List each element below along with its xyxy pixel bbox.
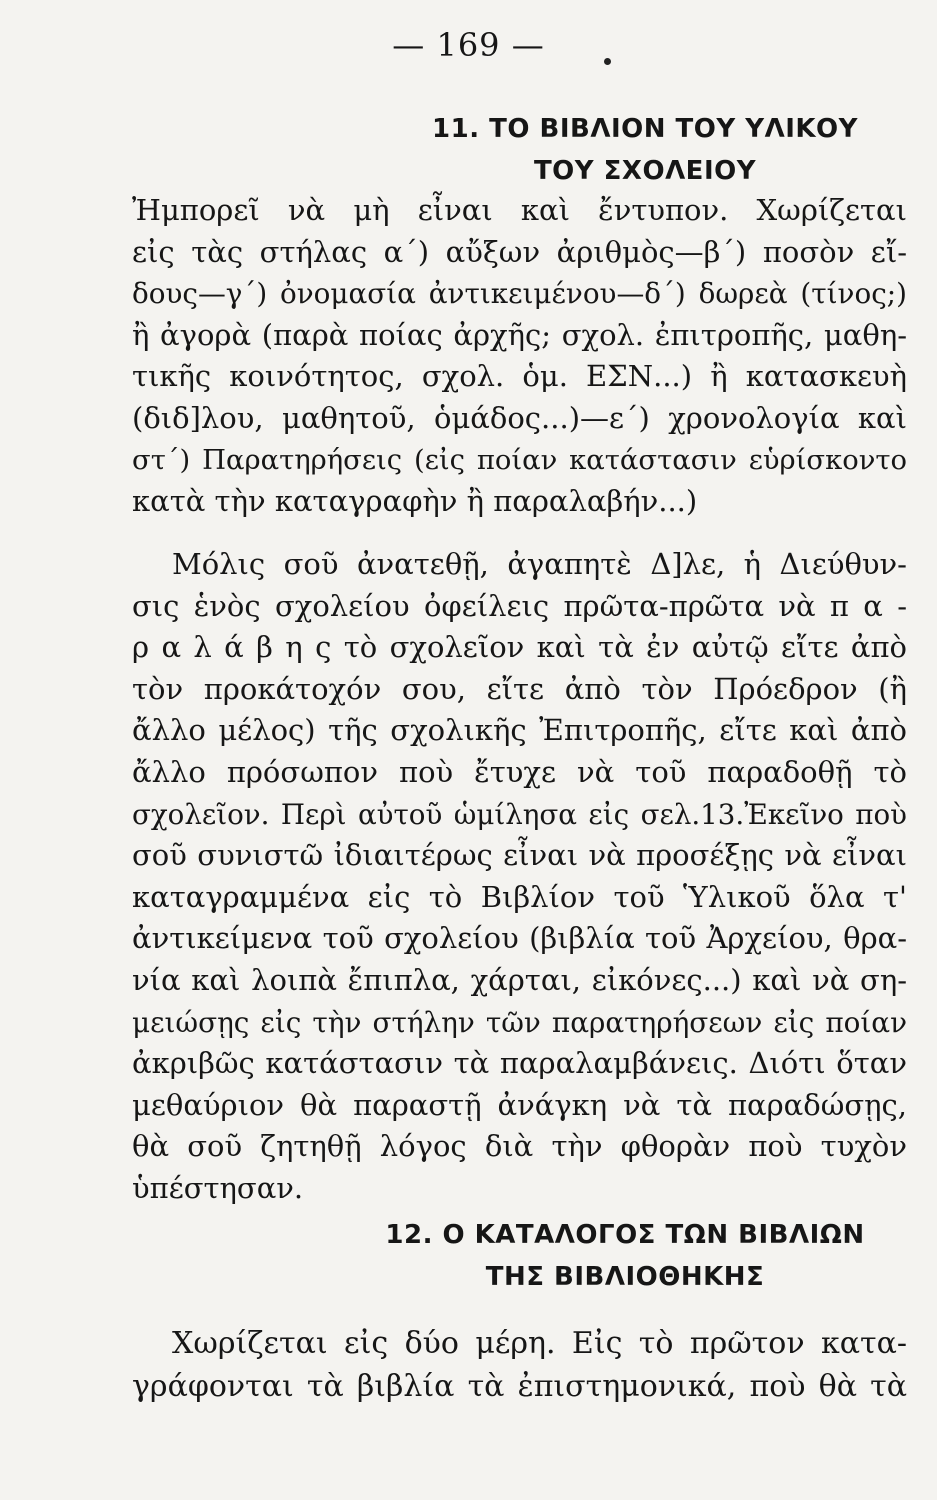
text-line: θὰ σοῦ ζητηθῇ λόγος διὰ τὴν φθορὰν ποὺ τυχὸν — [132, 1129, 907, 1164]
page-number: — 169 — — [392, 26, 545, 64]
heading-line: 11. ΤΟ ΒΙΒΛΙΟΝ ΤΟΥ ΥΛΙΚΟΥ — [432, 114, 858, 144]
text-line: ρ α λ ά β η ς τὸ σχολεῖον καὶ τὰ ἐν αὐτῷ εἴτε ἀπὸ — [132, 630, 907, 665]
text-line: τικῆς κοινότητος, σχολ. ὁμ. ΕΣΝ...) ἢ κατασκευὴ — [132, 359, 907, 394]
paragraph-2 — [132, 544, 907, 1210]
text-line: εἰς τὰς στήλας α΄) αὔξων ἀριθμὸς—β΄) ποσὸν εἴ- — [132, 234, 907, 269]
text-line: δους—γ΄) ὀνομασία ἀντικειμένου—δ΄) δωρεὰ (τίνος;) — [132, 277, 907, 311]
text-line: ἢ ἀγορὰ (παρὰ ποίας ἀρχῆς; σχολ. ἐπιτροπῆς, μαθη- — [132, 317, 907, 352]
text-line: μειώσῃς εἰς τὴν στήλην τῶν παρατηρήσεων εἰς ποίαν — [132, 1005, 907, 1039]
text-line: ἀντικείμενα τοῦ σχολείου (βιβλία τοῦ Ἀρχείου, θρα- — [132, 921, 907, 956]
heading-line: ΤΟΥ ΣΧΟΛΕΙΟΥ — [533, 156, 757, 186]
text-line: τὸν προκάτοχόν σου, εἴτε ἀπὸ τὸν Πρόεδρον (ἢ — [132, 671, 907, 706]
paragraph-1 — [132, 190, 907, 523]
text-line: ἄλλο πρόσωπον ποὺ ἔτυχε νὰ τοῦ παραδοθῇ τὸ — [132, 754, 907, 789]
heading-line: ΤΗΣ ΒΙΒΛΙΟΘΗΚΗΣ — [485, 1262, 765, 1292]
text-line: σις ἑνὸς σχολείου ὀφείλεις πρῶτα-πρῶτα νὰ π α - — [132, 588, 907, 623]
text-line: Ἠμπορεῖ νὰ μὴ εἶναι καὶ ἔντυπον. Χωρίζεται — [132, 193, 907, 227]
text-line: ὑπέστησαν. — [132, 1170, 304, 1205]
text-line: Χωρίζεται εἰς δύο μέρη. Εἰς τὸ πρῶτον κατα- — [172, 1326, 907, 1361]
page-dot — [604, 58, 611, 65]
section-12-heading — [355, 1214, 895, 1298]
text-line: καταγραμμένα εἰς τὸ Βιβλίον τοῦ Ὑλικοῦ ὅλα τ' — [132, 879, 907, 914]
text-line: γράφονται τὰ βιβλία τὰ ἐπιστημονικά, ποὺ θὰ τὰ — [132, 1369, 907, 1404]
section-11-heading — [395, 108, 895, 192]
text-line: μεθαύριον θὰ παραστῇ ἀνάγκη νὰ τὰ παραδώσῃς, — [132, 1087, 907, 1122]
paragraph-3 — [132, 1322, 907, 1408]
text-line: (διδ]λου, μαθητοῦ, ὁμάδος...)—ε΄) χρονολογία καὶ — [132, 400, 907, 435]
text-line: σχολεῖον. Περὶ αὐτοῦ ὡμίλησα εἰς σελ.13.Ἐκεῖνο ποὺ — [132, 797, 907, 831]
text-line: κατὰ τὴν καταγραφὴν ἢ παραλαβήν...) — [132, 484, 698, 519]
heading-line: 12. Ο ΚΑΤΑΛΟΓΟΣ ΤΩΝ ΒΙΒΛΙΩΝ — [385, 1220, 865, 1250]
text-line: Μόλις σοῦ ἀνατεθῇ, ἀγαπητὲ Δ]λε, ἡ Διεύθυν- — [172, 547, 907, 581]
text-line: νία καὶ λοιπὰ ἔπιπλα, χάρται, εἰκόνες...) καὶ νὰ ση- — [132, 962, 907, 997]
text-line: ἄλλο μέλος) τῆς σχολικῆς Ἐπιτροπῆς, εἴτε καὶ ἀπὸ — [132, 713, 907, 748]
text-line: σοῦ συνιστῶ ἰδιαιτέρως εἶναι νὰ προσέξῃς νὰ εἶναι — [132, 838, 907, 873]
text-line: στ΄) Παρατηρήσεις (εἰς ποίαν κατάστασιν εὑρίσκοντο — [132, 444, 907, 476]
text-line: ἀκριβῶς κατάστασιν τὰ παραλαμβάνεις. Διότι ὅταν — [132, 1046, 907, 1081]
